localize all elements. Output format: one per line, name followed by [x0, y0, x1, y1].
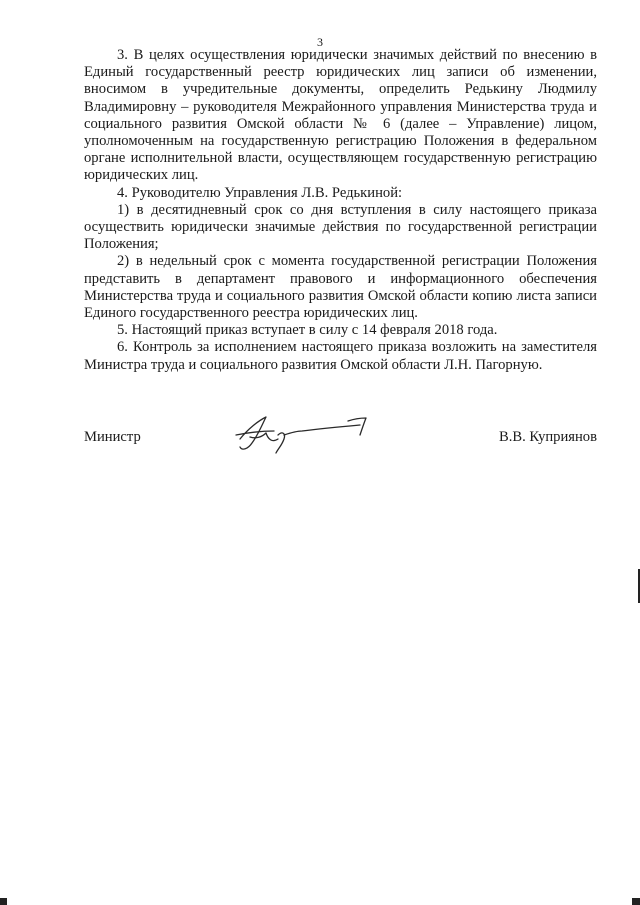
paragraph-subitem-2: 2) в недельный срок с момента государственной регистрации Положения представить в департамент правового и информационного обеспечения Министерства труда и социального развития Омской области копию листа записи Единого государственного реестра юридических лиц.: [84, 253, 597, 322]
scan-edge-mark: [0, 898, 7, 905]
paragraph-item-6: 6. Контроль за исполнением настоящего приказа возложить на заместителя Министра труда и социального развития Омской области Л.Н. Пагорную.: [84, 339, 597, 373]
document-body: [84, 47, 597, 374]
handwritten-signature: [228, 409, 378, 459]
signer-name: В.В. Куприянов: [499, 429, 597, 445]
paragraph-item-4: 4. Руководителю Управления Л.В. Редькиной:: [117, 184, 403, 201]
paragraph-subitem-1: 1) в десятидневный срок со дня вступления в силу настоящего приказа осуществить юридически значимые действия по государственной регистрации Положения;: [84, 201, 597, 253]
scan-edge-mark: [632, 898, 640, 905]
page-number: 3: [317, 35, 323, 49]
signer-position: Министр: [84, 429, 141, 445]
paragraph-item-3: 3. В целях осуществления юридически значимых действий по внесению в Единый государственный реестр юридических лиц записи об изменении, вносимом в учредительные документы, определить Редькину Людмилу Владимировну – руководителя Межрайонного управления Министерства труда и социального развития Омской области № 6 (далее – Управление) лицом, уполномоченным на государственную регистрацию Положения в федеральном органе исполнительной власти, осуществляющем государственную регистрацию юридических лиц.: [84, 47, 597, 184]
paragraph-item-5: 5. Настоящий приказ вступает в силу с 14 февраля 2018 года.: [117, 322, 498, 339]
